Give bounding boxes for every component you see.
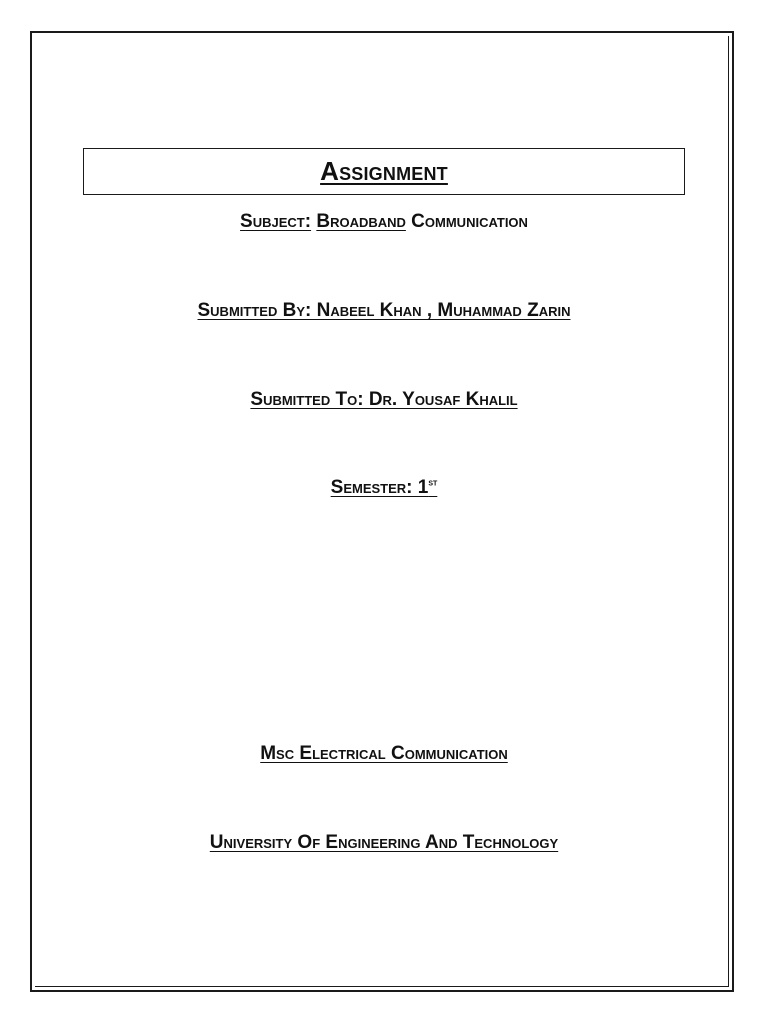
submitted-by-text: Submitted By: Nabeel Khan , Muhammad Zarin [197,300,571,321]
document-title: Assignment [320,156,448,186]
semester-text [331,477,438,498]
program-text: Msc Electrical Communication [260,743,508,764]
submitted-to-text: Submitted To: Dr. Yousaf Khalil [250,389,518,410]
semester-label: Semester: 1 [330,477,429,498]
subject-value-underlined: Broadband [316,211,406,232]
university-text: University Of Engineering And Technology [209,832,559,853]
university-line [0,832,768,854]
subject-line [0,211,768,233]
submitted-to-line [0,389,768,411]
subject-label: Subject: [240,211,312,232]
semester-line [0,477,768,499]
subject-value-rest: Communication [405,211,528,232]
title-box [83,148,685,195]
submitted-by-line [0,300,768,322]
program-line [0,743,768,765]
semester-suffix: st [428,477,438,489]
